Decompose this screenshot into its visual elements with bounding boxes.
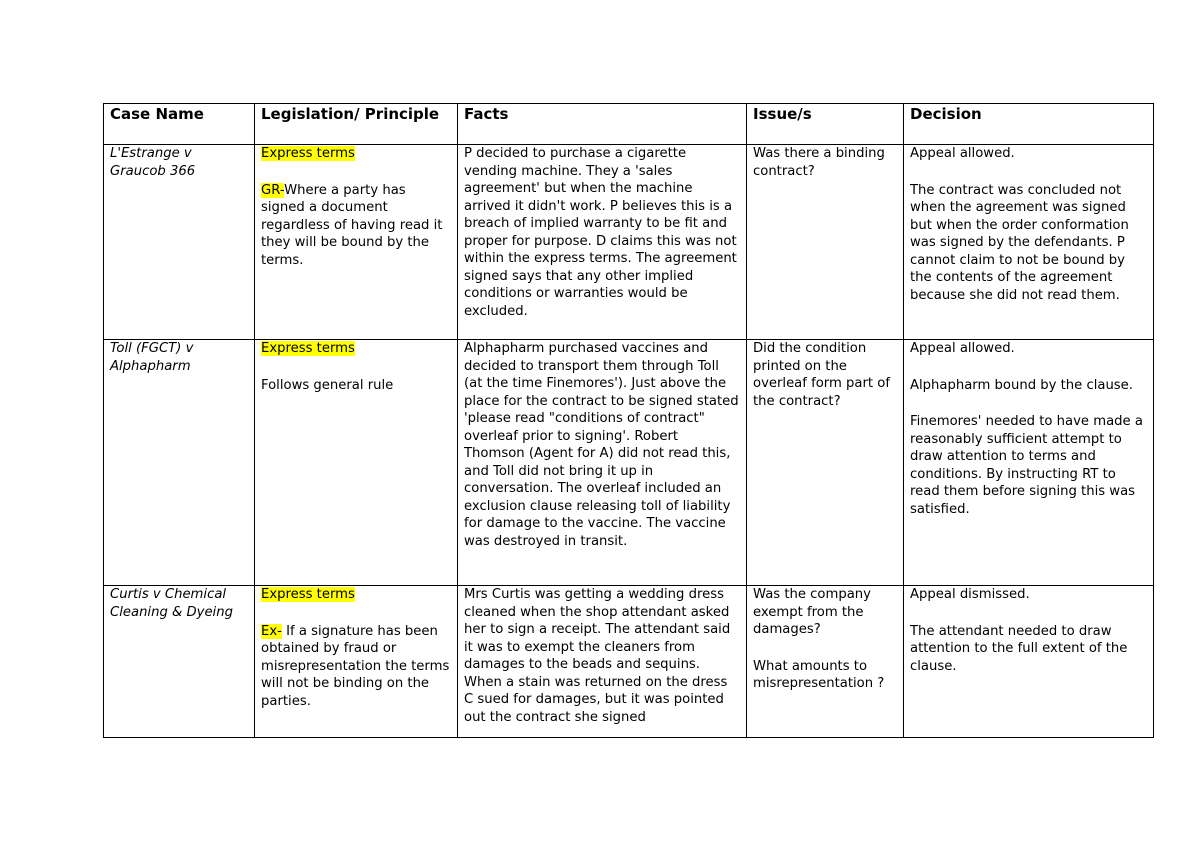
header-decision: Decision [904,104,1154,145]
facts-text: Mrs Curtis was getting a wedding dress cleaned when the shop attendant asked her to sign a receipt. The attendant said it was to exempt the cleaners from damages to the beads and sequins. When a stain was returned on the dress C sued for damages, but it was pointed out the contract she signed [464,587,731,725]
header-facts: Facts [458,104,747,145]
decision-reasoning: Finemores' needed to have made a reasonably sufficient attempt to draw attention to terms and conditions. By instructing RT to read them before signing this was satisfied. [910,414,1143,517]
principle-prefix: Ex- [261,623,282,639]
header-case-name: Case Name [104,104,255,145]
header-legislation: Legislation/ Principle [255,104,458,145]
decision-outcome: Appeal dismissed. [910,587,1030,602]
issues-cell [747,586,904,738]
case-name-cell [104,145,255,340]
legislation-tag: Express terms [261,341,355,356]
principle-text: Follows general rule [261,377,394,393]
issues-text: Did the condition printed on the overleaf form part of the contract? [753,341,890,409]
legislation-cell [255,340,458,586]
case-name: L'Estrange v Graucob 366 [110,146,196,179]
case-name: Toll (FGCT) v Alphapharm [110,341,194,374]
issues-text-2: What amounts to misrepresentation ? [753,658,885,691]
principle-prefix: GR- [261,182,285,198]
table-row [104,586,1154,738]
principle-text: Where a party has signed a document regardless of having read it they will be bound by the terms. [261,182,443,268]
legislation-cell [255,586,458,738]
facts-cell [458,145,747,340]
case-name: Curtis v Chemical Cleaning & Dyeing [110,587,233,620]
decision-cell [904,340,1154,586]
issues-text: Was there a binding contract? [753,146,885,179]
header-row [104,104,1154,145]
header-issues: Issue/s [747,104,904,145]
legislation-cell [255,145,458,340]
decision-cell [904,145,1154,340]
decision-outcome: Appeal allowed. [910,146,1015,161]
decision-holding: Alphapharm bound by the clause. [910,377,1133,393]
table-row [104,340,1154,586]
facts-cell [458,586,747,738]
decision-outcome: Appeal allowed. [910,341,1015,356]
case-name-cell [104,340,255,586]
principle-text: If a signature has been obtained by fraud or misrepresentation the terms will not be binding on the parties. [261,623,450,709]
case-name-cell [104,586,255,738]
table-row [104,145,1154,340]
case-table [103,103,1154,738]
facts-cell [458,340,747,586]
decision-reasoning: The contract was concluded not when the agreement was signed but when the order conformation was signed by the defendants. P cannot claim to not be bound by the contents of the agreement because she did not read them. [910,182,1129,303]
decision-cell [904,586,1154,738]
facts-text: Alphapharm purchased vaccines and decided to transport them through Toll (at the time Finemores'). Just above the place for the contract to be signed stated 'please read "conditions of contract" overleaf prior to signing'. Robert Thomson (Agent for A) did not read this, and Toll did not bring it up in conversation. The overleaf included an exclusion clause releasing toll of liability for damage to the vaccine. The vaccine was destroyed in transit. [464,341,739,549]
facts-text: P decided to purchase a cigarette vending machine. They a 'sales agreement' but when the machine arrived it didn't work. P believes this is a breach of implied warranty to be fit and proper for purpose. D claims this was not within the express terms. The agreement signed says that any other implied conditions or warranties would be excluded. [464,146,737,319]
issues-cell [747,145,904,340]
issues-text: Was the company exempt from the damages? [753,587,871,637]
decision-reasoning: The attendant needed to draw attention to the full extent of the clause. [910,623,1128,674]
legislation-tag: Express terms [261,146,355,161]
legislation-tag: Express terms [261,587,355,602]
issues-cell [747,340,904,586]
